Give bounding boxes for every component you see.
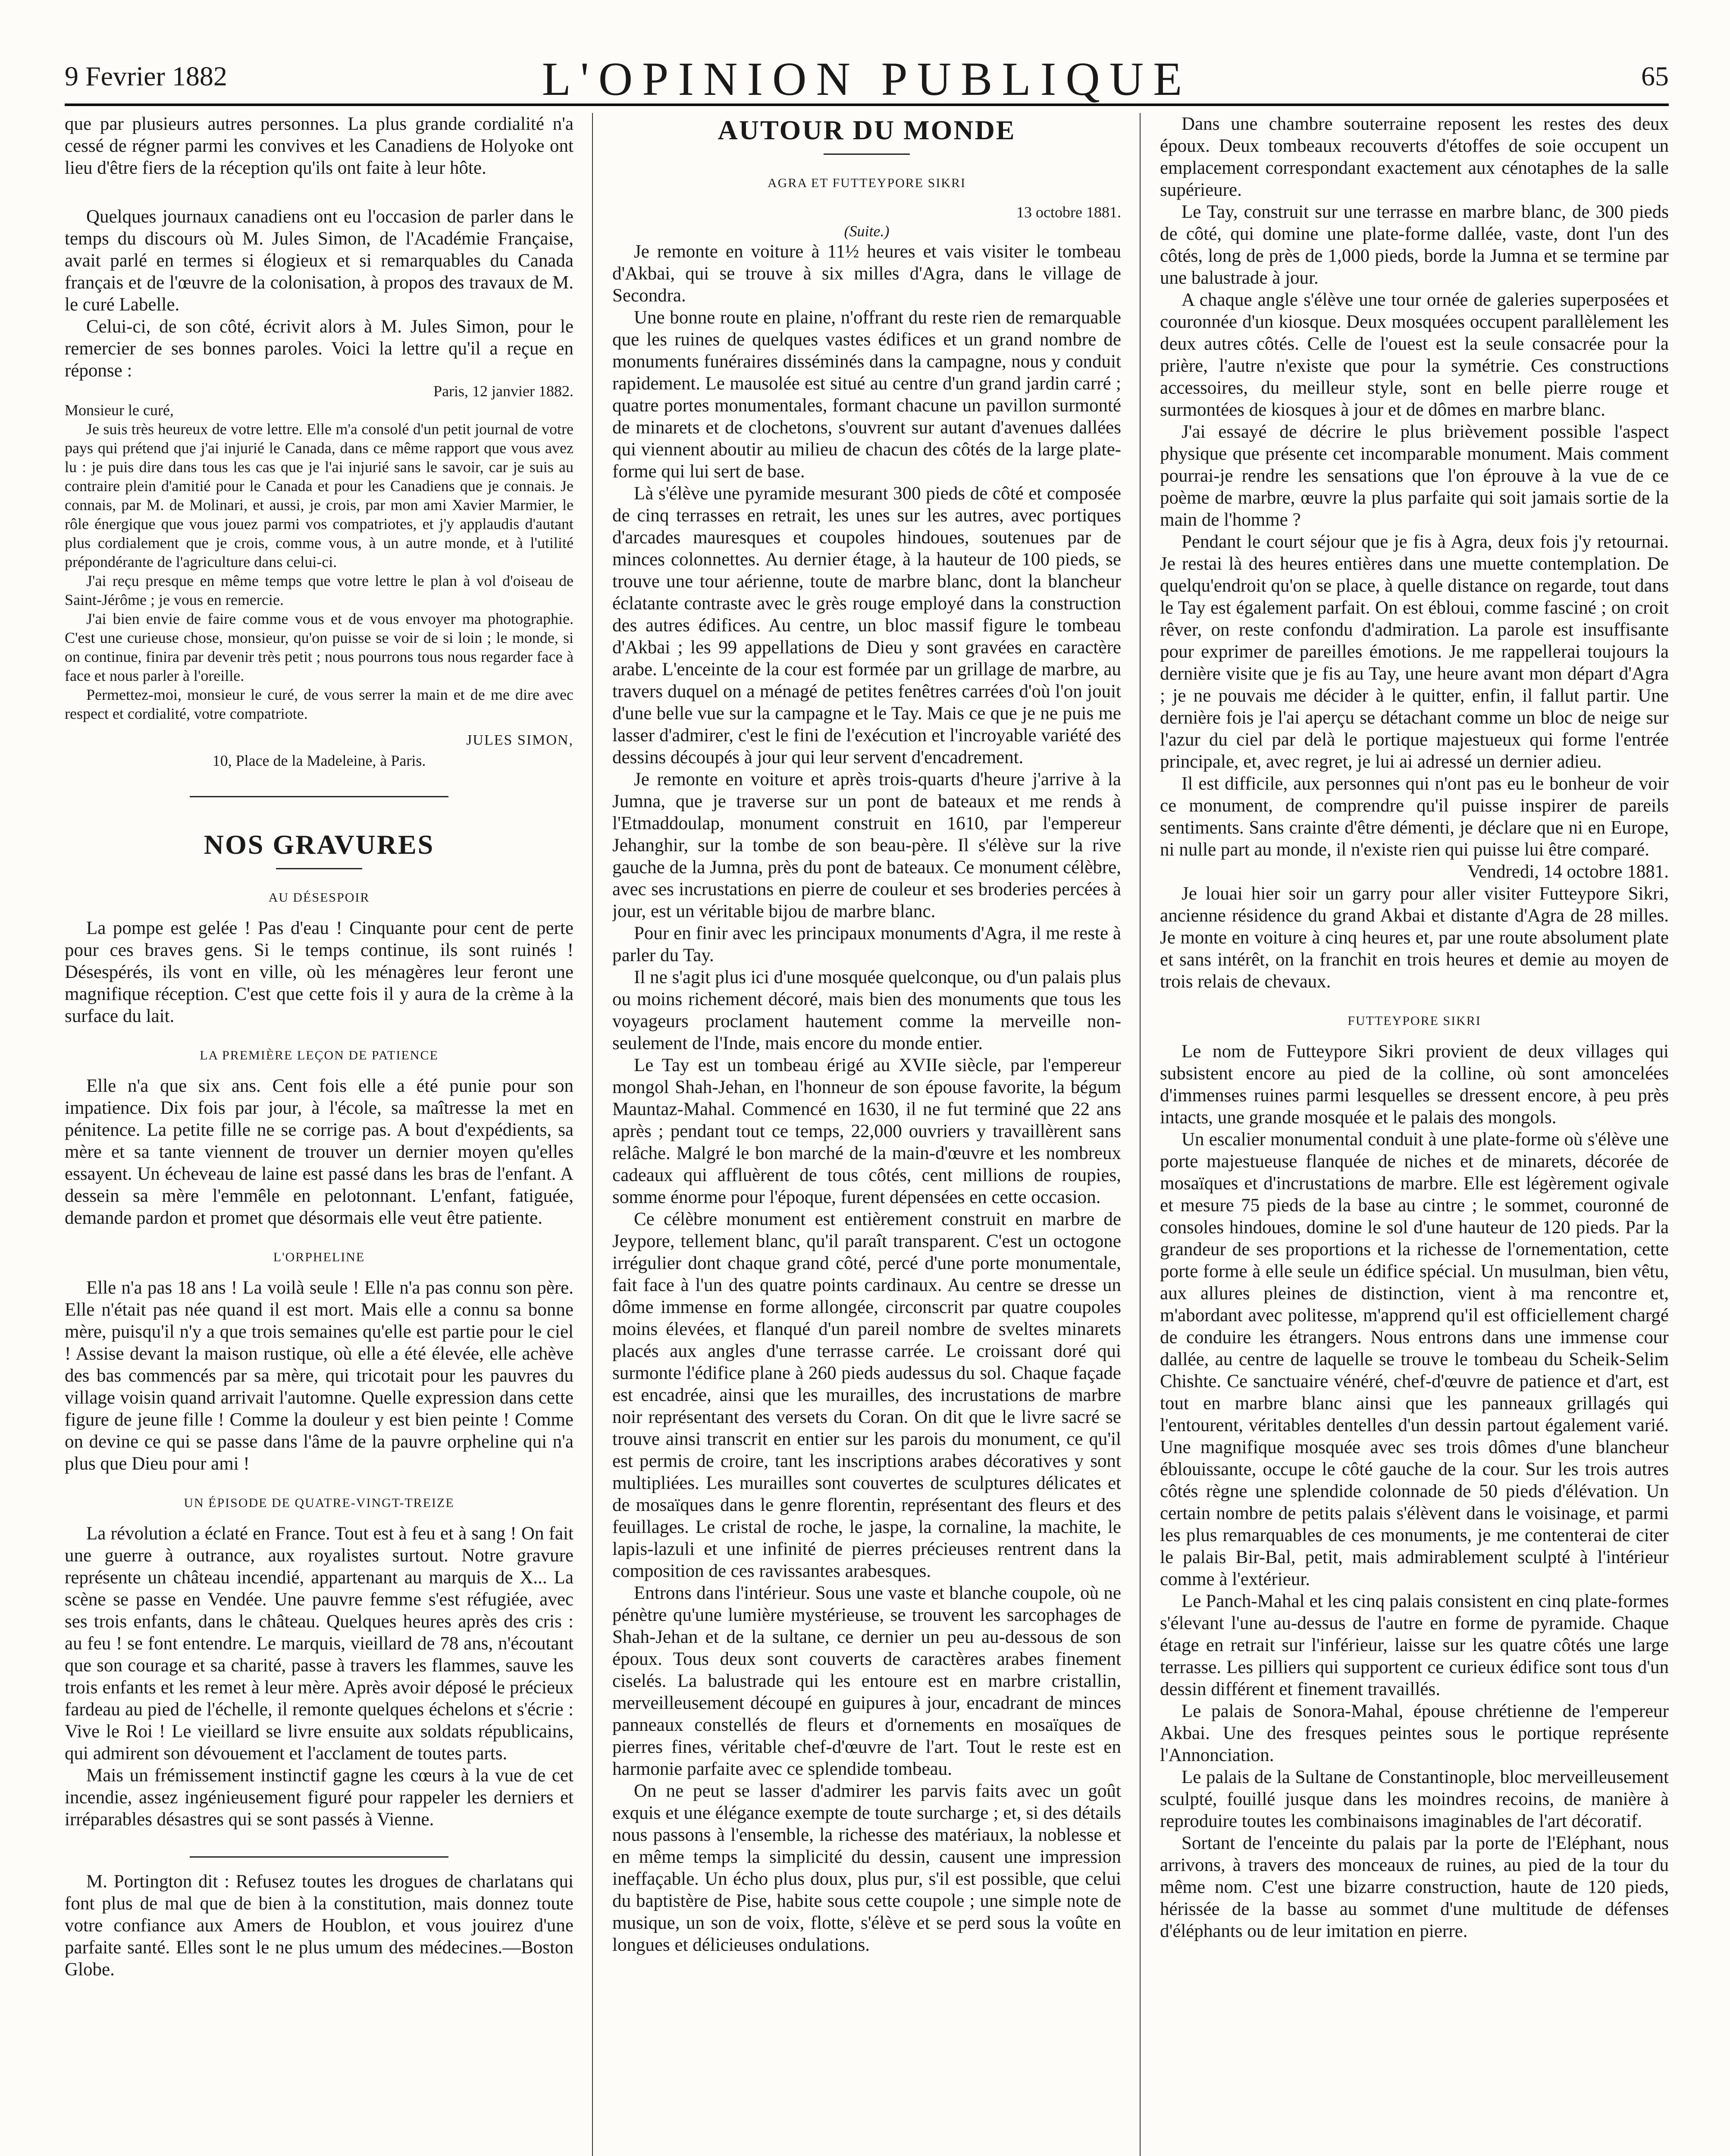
paragraph: Sortant de l'enceinte du palais par la porte de l'Eléphant, nous arrivons, à travers des monceaux de ruines, au pied de la tour du même nom. C'est une bizarre construction, haute de 120 pieds, hérissée de la basse au sommet d'une multitude de défenses d'éléphants ou de leur imitation en pierre. — [1160, 1833, 1669, 1941]
letter-paragraph: J'ai bien envie de faire comme vous et de vous envoyer ma photographie. C'est une curieuse chose, monsieur, qu'on puisse se voir de si loin ; le monde, si on continue, finira par devenir très petit ; nous pourrons tous nous regarder face à face et nous parler à l'oreille. — [65, 610, 574, 684]
paragraph: Je remonte en voiture et après trois-quarts d'heure j'arrive à la Jumna, que je traverse sur un pont de bateaux et me rends à l'Etmaddoulap, monument construit en 1610, par l'empereur Jehanghir, sur la tombe de son beau-père. Il s'élève sur la rive gauche de la Jumna, près du pont de bateaux. Ce monument célèbre, avec ses incrustations en pierre de couleur et ses broderies percées à jour, est un véritable bijou de marbre blanc. — [612, 769, 1121, 921]
column-3 — [1160, 113, 1669, 2156]
article-title: UN ÉPISODE DE QUATRE-VINGT-TREIZE — [184, 1496, 454, 1510]
dateline: Vendredi, 14 octobre 1881. — [1467, 862, 1669, 882]
paragraph: Quelques journaux canadiens ont eu l'occasion de parler dans le temps du discours où M. Jules Simon, de l'Académie Française, avait parlé en termes si élogieux et si remarquables du Canada français et de l'œuvre de la colonisation, à propos des travaux de M. le curé Labelle. — [65, 207, 574, 315]
continued-label: (Suite.) — [844, 222, 890, 240]
article-subtitle: AGRA ET FUTTEYPORE SIKRI — [768, 176, 966, 190]
paragraph: Le palais de la Sultane de Constantinople, bloc merveilleusement sculpté, fouillé jusque dans les moindres recoins, de manière à reproduire toutes les combinaisons imaginables de l'art décoratif. — [1160, 1767, 1669, 1831]
letter-paragraph: J'ai reçu presque en même temps que votre lettre le plan à vol d'oiseau de Saint-Jérôme ; je vous en remercie. — [65, 572, 574, 608]
paragraph: Pour en finir avec les principaux monuments d'Agra, il me reste à parler du Tay. — [612, 923, 1121, 965]
paragraph: A chaque angle s'élève une tour ornée de galeries superposées et couronnée d'un kiosque. Deux mosquées occupent parallèlement les deux autres côtés. Celle de l'ouest est la seule consacrée pour la prière, l'autre n'existe que pour la symétrie. Ces constructions accessoires, du meilleur style, sont en belle pierre rouge et surmontées de kiosques à jour et de dômes en marbre blanc. — [1160, 290, 1669, 420]
column-1 — [65, 113, 574, 2156]
letter-paragraph: Je suis très heureux de votre lettre. Elle m'a consolé d'un petit journal de votre pays qui prétend que j'ai injurié le Canada, dans ce même rapport que vous avez lu : je puis dire dans tous les cas que je l'ai injurié sans le savoir, car je suis au contraire plein d'amitié pour le Canada et pour les Canadiens que je connais. Je connais, par M. de Molinari, et aussi, je crois, par mon ami Xavier Marmier, le rôle énergique que vous jouez parmi vos compatriotes, et j'y applaudis d'autant plus cordialement que je crois, comme vous, à un autre monde, et à l'utilité prépondérante de l'agriculture dans celui-ci. — [65, 420, 574, 570]
divider — [190, 796, 448, 797]
dateline: 13 octobre 1881. — [1016, 204, 1121, 221]
paragraph: Elle n'a que six ans. Cent fois elle a été punie pour son impatience. Dix fois par jour, à l'école, sa maîtresse la met en pénitence. La petite fille ne se corrige pas. A bout d'expédients, sa mère et sa tante viennent de trouver un dernier moyen qu'elles essayent. Un écheveau de laine est passé dans les bras de l'enfant. A dessein sa mère l'emmêle en pelotonnant. L'enfant, fatiguée, demande pardon et promet que désormais elle veut être patiente. — [65, 1076, 574, 1228]
section-title: AUTOUR DU MONDE — [718, 115, 1016, 145]
article-title: LA PREMIÈRE LEÇON DE PATIENCE — [200, 1048, 439, 1062]
letter-date: Paris, 12 janvier 1882. — [433, 382, 574, 400]
paragraph: On ne peut se lasser d'admirer les parvis faits avec un goût exquis et une élégance exempte de toute surcharge ; et, si des détails nous passons à l'ensemble, la richesse des matériaux, la noblesse et en même temps la simplicité du dessin, causent une impression ineffaçable. Un écho plus doux, plus pur, s'il est possible, que celui du baptistère de Pise, habite sous cette coupole ; une simple note de musique, un son de voix, flotte, s'élève et se perd sous la voûte en longues et délicieuses ondulations. — [612, 1781, 1121, 1955]
paragraph: Pendant le court séjour que je fis à Agra, deux fois j'y retournai. Je restai là des heures entières dans une muette contemplation. De quelqu'endroit qu'on se place, à quelle distance on regarde, tout dans le Tay est également parfait. On est ébloui, comme fasciné ; on croit rêver, on reste confondu d'admiration. La parole est insuffisante pour exprimer de pareilles émotions. Je me rappellerai toujours la dernière visite que je fis au Tay, une heure avant mon départ d'Agra ; je ne pouvais me décider à le quitter, enfin, il fallut partir. Une dernière fois je l'ai aperçu se détachant comme un bloc de neige sur l'azur du ciel par delà le portique majestueux qui forme l'entrée principale, et, avec regret, je lui ai adressé un dernier adieu. — [1160, 532, 1669, 772]
paragraph: La révolution a éclaté en France. Tout est à feu et à sang ! On fait une guerre à outrance, aux royalistes surtout. Notre gravure représente un château incendié, appartenant au marquis de X... La scène se passe en Vendée. Une pauvre femme s'est réfugiée, avec ses trois enfants, dans le château. Quelques heures après des cris : au feu ! se font entendre. Le marquis, vieillard de 78 ans, n'écoutant que son courage et sa charité, passe à travers les flammes, sauve les trois enfants et les remet à leur mère. Après avoir déposé le précieux fardeau au pied de l'échelle, il remonte quelques échelons et s'écrie : Vive le Roi ! Le vieillard se livre ensuite aux soldats républicains, qui admirent son dévouement et l'acclament de toutes parts. — [65, 1523, 574, 1764]
article-title: L'ORPHELINE — [273, 1250, 365, 1264]
paragraph: Celui-ci, de son côté, écrivit alors à M. Jules Simon, pour le remercier de ses bonnes paroles. Voici la lettre qu'il a reçue en réponse : — [65, 317, 574, 381]
paragraph: Le nom de Futteypore Sikri provient de deux villages qui subsistent encore au pied de la colline, où sont amoncelées d'immenses ruines parmi lesquelles se dressent encore, à peu près intacts, une grande mosquée et le palais des mongols. — [1160, 1041, 1669, 1128]
paragraph: que par plusieurs autres personnes. La plus grande cordialité n'a cessé de régner parmi les convives et les Canadiens de Holyoke ont lieu d'être fiers de la réception qu'ils ont faite à leur hôte. — [65, 114, 574, 178]
column-rule — [592, 113, 593, 2156]
column-2 — [612, 113, 1121, 2156]
paragraph: Le Panch-Mahal et les cinq palais consistent en cinq plate-formes s'élevant l'une au-dessus de l'autre en forme de pyramide. Chaque étage en retrait sur l'inférieur, laisse sur les quatre côtés une large terrasse. Les pilliers qui supportent ce curieux édifice sont tous d'un dessin différent et finement travaillés. — [1160, 1591, 1669, 1699]
issue-date: 9 Fevrier 1882 — [65, 61, 227, 91]
letter-signature: JULES SIMON, — [466, 732, 574, 748]
letter-address: 10, Place de la Madeleine, à Paris. — [212, 752, 426, 769]
section-title: NOS GRAVURES — [204, 829, 435, 860]
paragraph: Un escalier monumental conduit à une plate-forme où s'élève une porte majestueuse flanquée de niches et de minarets, décorée de mosaïques et d'incrustations de marbre. Elle est légèrement ogivale et mesure 75 pieds de la base au cintre ; le sommet, couronné de consoles hindoues, domine le sol d'une hauteur de 120 pieds. Par la grandeur de ses proportions et la richesse de l'ornementation, cette porte forme à elle seule un édifice spécial. Un musulman, bien vêtu, aux allures pleines de distinction, vient à ma rencontre et, m'abordant avec politesse, m'apprend qu'il est officiellement chargé de conduire les étrangers. Nous entrons dans une immense cour dallée, au centre de laquelle se trouve le tombeau du Scheik-Selim Chishte. Ce sanctuaire vénéré, chef-d'œuvre de patience et d'art, est tout en marbre blanc ainsi que les panneaux grillagés qui l'entourent, véritables dentelles d'un dessin partout également varié. Une magnifique mosquée avec ses trois dômes d'une blancheur éblouissante, occupe le côté gauche de la cour. Sur les trois autres côtés règne une splendide colonnade de 50 pieds d'élévation. Un certain nombre de petits palais s'élèvent dans le voisinage, et parmi les plus remarquables de ces monuments, je me contenterai de citer le palais Bir-Bal, petit, mais admirablement sculpté à l'intérieur comme à l'extérieur. — [1160, 1129, 1669, 1589]
letter-salutation: Monsieur le curé, — [65, 401, 174, 419]
paragraph: Elle n'a pas 18 ans ! La voilà seule ! Elle n'a pas connu son père. Elle n'était pas née quand il est mort. Mais elle a connu sa bonne mère, puisqu'il n'y a que trois semaines qu'elle est partie pour le ciel ! Assise devant la maison rustique, où elle a été élevée, elle achève des bas commencés par sa mère, qui tricotait pour les pauvres du village voisin quand arrivait l'automne. Quelle expression dans cette figure de jeune fille ! Comme la douleur y est bien peinte ! Comme on devine ce qui se passe dans l'âme de la pauvre orpheline qui n'a plus que Dieu pour ami ! — [65, 1278, 574, 1474]
paragraph: Là s'élève une pyramide mesurant 300 pieds de côté et composée de cinq terrasses en retrait, les unes sur les autres, avec portiques d'arcades mauresques et coupoles hindoues, soutenues par de minces colonnettes. Au dernier étage, à la hauteur de 100 pieds, se trouve une tour aérienne, toute de marbre blanc, dont la blancheur éclatante contraste avec le grès rouge employé dans la construction des autres édifices. Au centre, un bloc massif figure le tombeau d'Akbai ; les 99 appellations de Dieu y sont gravées en caractère arabe. L'enceinte de la cour est formée par un grillage de marbre, au travers duquel on a ménagé de petites fenêtres carrées d'où l'on jouit d'une belle vue sur la campagne et le Tay. Mais ce que je ne puis me lasser d'admirer, c'est le fini de l'exécution et l'incroyable variété des dessins découpés à jour qui leur servent d'encadrement. — [612, 483, 1121, 768]
paragraph: Il est difficile, aux personnes qui n'ont pas eu le bonheur de voir ce monument, de comprendre qu'il puisse inspirer de pareils sentiments. Sans crainte d'être démenti, je déclare que ni en Europe, ni nulle part au monde, il n'existe rien qui puisse lui être comparé. — [1160, 774, 1669, 860]
advertisement: M. Portington dit : Refusez toutes les drogues de charlatans qui font plus de mal que de bien à la constitution, mais donnez toute votre confiance aux Amers de Houblon, et vous jouirez d'une parfaite santé. Elles sont le ne plus umum des médecines.—Boston Globe. — [65, 1871, 574, 1980]
paragraph: Le palais de Sonora-Mahal, épouse chrétienne de l'empereur Akbai. Une des fresques peintes sous le portique représente l'Annonciation. — [1160, 1701, 1669, 1765]
paragraph: Ce célèbre monument est entièrement construit en marbre de Jeypore, tellement blanc, qu'il paraît transparent. C'est un octogone irrégulier dont chaque grand côté, percé d'une porte monumentale, fait face à l'un des quatre points cardinaux. Au centre se dresse un dôme immense en forme allongée, circonscrit par quatre coupoles moins élevées, et flanqué d'un pareil nombre de sveltes minarets placés aux angles d'une terrasse carrée. Le croissant doré qui surmonte l'édifice plane à 260 pieds audessus du sol. Chaque façade est encadrée, ainsi que les murailles, des incrustations de marbre noir représentant des versets du Coran. On dit que le livre sacré se trouve ainsi transcrit en entier sur les parois du monument, ce qu'il est permis de croire, tant les inscriptions arabes décoratives y sont multipliées. Les murailles sont couvertes de sculptures délicates et de mosaïques dans le genre florentin, représentant des fleurs et des feuillages. Le cristal de roche, le jaspe, la cornaline, la machite, le lapis-lazuli et une infinité de pierres précieuses rentrent dans la composition de ces ravissantes arabesques. — [612, 1209, 1121, 1581]
paragraph: Mais un frémissement instinctif gagne les cœurs à la vue de cet incendie, assez ingénieusement figuré pour rappeler les derniers et irréparables désastres qui se sont passés à Vienne. — [65, 1765, 574, 1830]
page-number: 65 — [1641, 61, 1669, 91]
paragraph: Entrons dans l'intérieur. Sous une vaste et blanche coupole, où ne pénètre qu'une lumière mystérieuse, se trouvent les sarcophages de Shah-Jehan et de la sultane, ce dernier un peu au-dessous de son époux. Tous deux sont couverts de caractères arabes finement ciselés. La balustrade qui les entoure est en marbre cristallin, merveilleusement découpé en guipures à jour, encadrant de minces panneaux constellés de fleurs et d'ornements en mosaïques de pierres fines, véritable chef-d'œuvre de l'art. Tout le reste est en harmonie parfaite avec ce splendide tombeau. — [612, 1583, 1121, 1779]
article-subtitle: FUTTEYPORE SIKRI — [1348, 1014, 1481, 1028]
paragraph: Je louai hier soir un garry pour aller visiter Futteypore Sikri, ancienne résidence du grand Akbai et distante d'Agra de 28 milles. Je monte en voiture à cinq heures et, par une route absolument plate et sans intérêt, on la franchit en trois heures et demie au moyen de trois relais de chevaux. — [1160, 884, 1669, 992]
column-rule — [1140, 113, 1141, 2156]
divider — [276, 868, 362, 869]
paragraph: Une bonne route en plaine, n'offrant du reste rien de remarquable que les ruines de quelques vastes édifices et un grand nombre de monuments funéraires disséminés dans la campagne, nous y conduit rapidement. Le mausolée est situé au centre d'un grand jardin carré ; quatre portes monumentales, formant chacune un pavillon surmonté de minarets et de clochetons, s'ouvrent sur autant d'avenues dallées qui viennent aboutir au milieu de chacun des côtés de la large plate-forme qui lui sert de base. — [612, 307, 1121, 482]
paragraph: Je remonte en voiture à 11½ heures et vais visiter le tombeau d'Akbai, qui se trouve à six milles d'Agra, dans le village de Secondra. — [612, 241, 1121, 306]
letter-paragraph: Permettez-moi, monsieur le curé, de vous serrer la main et de me dire avec respect et cordialité, votre compatriote. — [65, 686, 574, 722]
divider — [824, 154, 910, 155]
paragraph: Il ne s'agit plus ici d'une mosquée quelconque, ou d'un palais plus ou moins richement décoré, mais bien des monuments que tous les voyageurs proclament hautement comme la merveille non-seulement de l'Inde, mais encore du monde entier. — [612, 967, 1121, 1053]
divider — [190, 1856, 448, 1858]
paragraph: Le Tay est un tombeau érigé au XVIIe siècle, par l'empereur mongol Shah-Jehan, en l'honneur de son épouse favorite, la bégum Mauntaz-Mahal. Commencé en 1630, il ne fut terminé que 22 ans après ; pendant tout ce temps, 22,000 ouvriers y travaillèrent sans relâche. Malgré le bon marché de la main-d'œuvre et les nombreux cadeaux qui affluèrent de tous côtés, cent millions de roupies, somme énorme pour l'époque, furent dépensées en cette occasion. — [612, 1055, 1121, 1207]
newspaper-title: L'OPINION PUBLIQUE — [542, 53, 1192, 105]
masthead — [65, 43, 1669, 106]
paragraph: J'ai essayé de décrire le plus brièvement possible l'aspect physique que présente cet incomparable monument. Mais comment pourrai-je rendre les sensations que l'on éprouve à la vue de ce poème de marbre, œuvre la plus parfaite qui soit jamais sortie de la main de l'homme ? — [1160, 422, 1669, 530]
paragraph: La pompe est gelée ! Pas d'eau ! Cinquante pour cent de perte pour ces braves gens. Si le temps continue, ils sont ruinés ! Désespérés, ils vont en ville, où les ménagères leur feront une magnifique réception. C'est que cette fois il y aura de la crème à la surface du lait. — [65, 918, 574, 1026]
paragraph: Le Tay, construit sur une terrasse en marbre blanc, de 300 pieds de côté, qui domine une plate-forme dallée, vaste, dont l'un des côtés, long de près de 1,000 pieds, borde la Jumna et se termine par une balustrade à jour. — [1160, 202, 1669, 288]
paragraph: Dans une chambre souterraine reposent les restes des deux époux. Deux tombeaux recouverts d'étoffes de soie occupent un emplacement correspondant exactement aux cénotaphes de la salle supérieure. — [1160, 114, 1669, 200]
article-title: AU DÉSESPOIR — [268, 890, 370, 905]
